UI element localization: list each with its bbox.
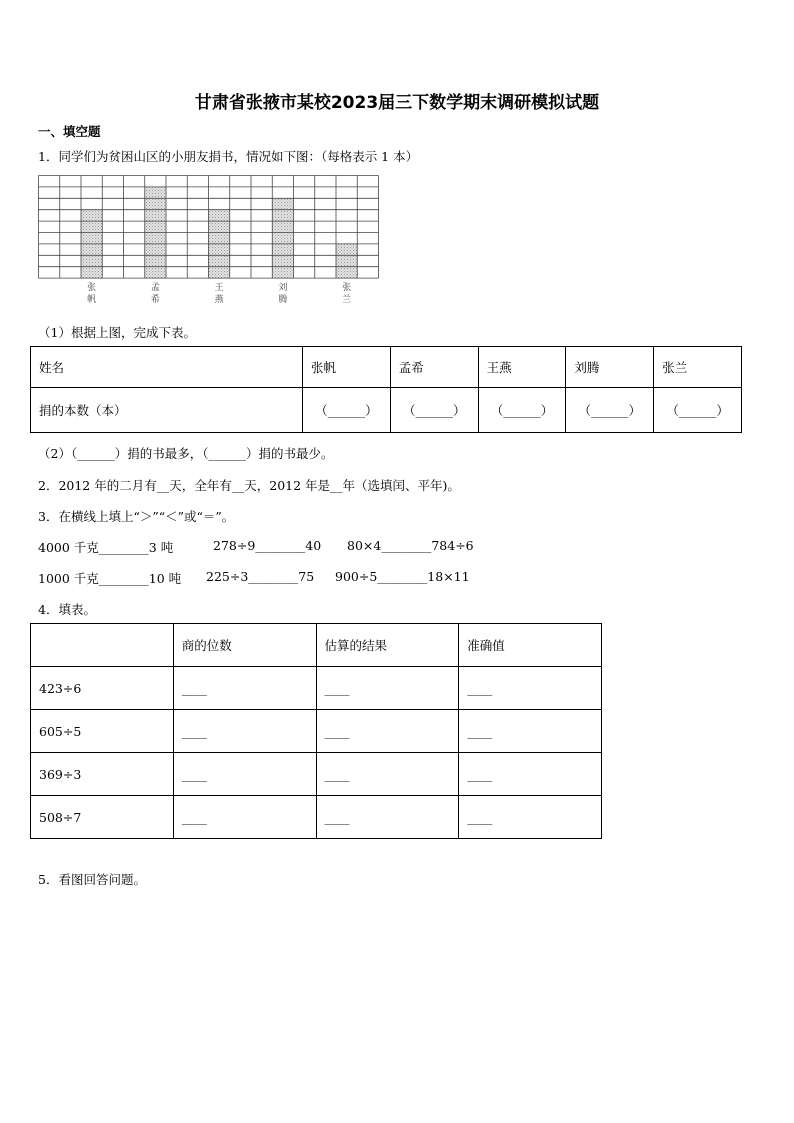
compare-item: 278÷9________40 <box>213 538 322 553</box>
category-label: 刘 <box>278 283 288 294</box>
table-cell: 423÷6 <box>31 667 174 710</box>
answer-blank[interactable]: ____ <box>173 710 316 753</box>
table-cell: 王燕 <box>478 347 566 388</box>
table-cell: 张帆 <box>303 347 391 388</box>
category-label: 燕 <box>214 295 224 306</box>
compare-item: 4000 千克________3 吨 <box>38 540 174 555</box>
estimate-table <box>30 623 602 839</box>
answer-blank[interactable]: ____ <box>173 667 316 710</box>
table-cell: 姓名 <box>31 347 303 388</box>
table-cell: 准确值 <box>459 624 602 667</box>
answer-blank[interactable]: （______） <box>654 388 742 433</box>
donation-table <box>30 346 742 433</box>
question-2-text: 2．2012 年的二月有__天，全年有__天，2012 年是__年（选填闰、平年)。 <box>38 478 460 493</box>
answer-blank[interactable]: （______） <box>303 388 391 433</box>
compare-item: 80×4________784÷6 <box>347 538 474 553</box>
answer-blank[interactable]: （______） <box>478 388 566 433</box>
page-title: 甘肃省张掖市某校2023届三下数学期末调研模拟试题 <box>194 93 600 113</box>
answer-blank[interactable]: ____ <box>459 753 602 796</box>
category-label: 王 <box>214 283 224 294</box>
table-cell: 605÷5 <box>31 710 174 753</box>
question-4-text: 4．填表。 <box>38 602 96 617</box>
answer-blank[interactable]: （______） <box>390 388 478 433</box>
answer-blank[interactable]: ____ <box>459 710 602 753</box>
category-label: 张 <box>342 283 352 294</box>
table-row <box>31 710 602 753</box>
table-row <box>31 753 602 796</box>
table-cell: 369÷3 <box>31 753 174 796</box>
table-cell: 508÷7 <box>31 796 174 839</box>
table-cell: 孟希 <box>390 347 478 388</box>
answer-blank[interactable]: ____ <box>316 710 459 753</box>
answer-blank[interactable]: ____ <box>459 796 602 839</box>
compare-item: 225÷3________75 <box>206 569 315 584</box>
category-label: 帆 <box>87 295 97 306</box>
table-cell: 刘腾 <box>566 347 654 388</box>
answer-blank[interactable]: ____ <box>316 667 459 710</box>
question-3-text: 3．在横线上填上“＞”“＜”或“＝”。 <box>38 509 235 524</box>
table-cell: 估算的结果 <box>316 624 459 667</box>
bar-张兰 <box>336 244 357 278</box>
answer-blank[interactable]: ____ <box>173 796 316 839</box>
table-cell <box>31 624 174 667</box>
section-heading: 一、填空题 <box>38 124 101 139</box>
category-label: 张 <box>87 283 97 294</box>
bar-刘腾 <box>272 198 293 278</box>
category-label: 腾 <box>278 295 288 306</box>
table-row <box>31 347 742 388</box>
question-1-sub1: （1）根据上图，完成下表。 <box>38 325 196 340</box>
category-label: 希 <box>150 295 160 306</box>
question-1-text: 1．同学们为贫困山区的小朋友捐书，情况如下图：（每格表示 1 本） <box>38 149 419 164</box>
answer-blank[interactable]: ____ <box>173 753 316 796</box>
table-row <box>31 667 602 710</box>
table-cell: 捐的本数（本） <box>31 388 303 433</box>
compare-item: 1000 千克________10 吨 <box>38 571 182 586</box>
question-5-text: 5．看图回答问题。 <box>38 872 146 887</box>
table-row <box>31 388 742 433</box>
table-row <box>31 624 602 667</box>
category-label: 兰 <box>342 295 352 306</box>
question-1-sub2: （2）（______）捐的书最多，（______）捐的书最少。 <box>38 446 334 461</box>
table-row <box>31 796 602 839</box>
answer-blank[interactable]: （______） <box>566 388 654 433</box>
table-cell: 商的位数 <box>173 624 316 667</box>
bar-chart <box>38 175 380 310</box>
compare-item: 900÷5________18×11 <box>335 569 470 584</box>
answer-blank[interactable]: ____ <box>316 753 459 796</box>
answer-blank[interactable]: ____ <box>459 667 602 710</box>
table-cell: 张兰 <box>654 347 742 388</box>
answer-blank[interactable]: ____ <box>316 796 459 839</box>
category-label: 孟 <box>150 283 160 294</box>
